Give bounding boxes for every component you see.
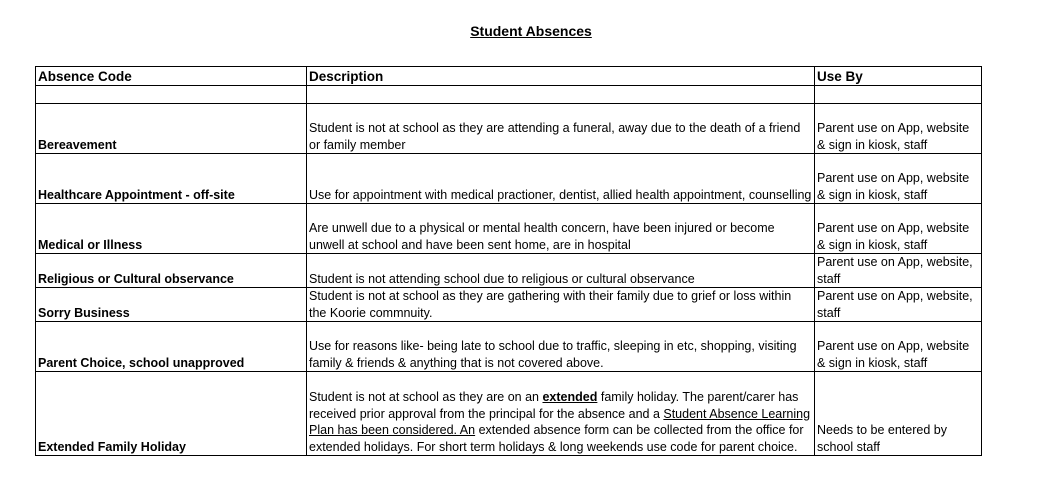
description-cell: Student is not attending school due to religious or cultural observance: [307, 254, 815, 288]
description-text: family holiday. The parent/carer has received prior approval from the principal for the absence and a: [309, 390, 799, 421]
absence-table: [35, 66, 982, 456]
absence-code-cell: Medical or Illness: [36, 204, 307, 254]
use-by-cell: Needs to be entered by school staff: [815, 372, 982, 456]
description-cell: Use for reasons like- being late to school due to traffic, sleeping in etc, shopping, visiting family & friends & anything that is not covered above.: [307, 322, 815, 372]
header-absence-code: Absence Code: [36, 67, 307, 86]
table-row: [36, 288, 982, 322]
table-row: [36, 204, 982, 254]
absence-code-cell: Bereavement: [36, 104, 307, 154]
learning-plan-underlined: Student Absence Learning Plan has been considered. An: [309, 406, 811, 438]
header-description: Description: [307, 67, 815, 86]
table-row: [36, 372, 982, 456]
description-cell: [307, 372, 815, 456]
use-by-cell: Parent use on App, website & sign in kiosk, staff: [815, 322, 982, 372]
absence-code-cell: Sorry Business: [36, 288, 307, 322]
absence-code-cell: Extended Family Holiday: [36, 372, 307, 456]
description-cell: Student is not at school as they are gathering with their family due to grief or loss within the Koorie commnuity.: [307, 288, 815, 322]
absence-code-cell: Religious or Cultural observance: [36, 254, 307, 288]
description-cell: Student is not at school as they are attending a funeral, away due to the death of a friend or family member: [307, 104, 815, 154]
table-row: [36, 104, 982, 154]
extended-emphasis: extended: [542, 390, 598, 405]
description-cell: Are unwell due to a physical or mental health concern, have been injured or become unwell at school and have been sent home, are in hospital: [307, 204, 815, 254]
blank-cell: [307, 86, 815, 104]
blank-row: [36, 86, 982, 104]
header-use-by: Use By: [815, 67, 982, 86]
absence-code-cell: Healthcare Appointment - off-site: [36, 154, 307, 204]
use-by-cell: Parent use on App, website & sign in kiosk, staff: [815, 204, 982, 254]
header-row: [36, 67, 982, 86]
blank-cell: [815, 86, 982, 104]
table-row: [36, 322, 982, 372]
use-by-cell: Parent use on App, website & sign in kiosk, staff: [815, 104, 982, 154]
table-row: [36, 154, 982, 204]
use-by-cell: Parent use on App, website, staff: [815, 288, 982, 322]
use-by-cell: Parent use on App, website, staff: [815, 254, 982, 288]
description-text: extended absence form can be collected from the office for extended holidays. For short term holidays & long weekends use code for parent choice.: [309, 423, 804, 454]
description-text: Student is not at school as they are on an: [309, 390, 543, 405]
table-row: [36, 254, 982, 288]
page-title: Student Absences: [470, 23, 592, 39]
absence-code-cell: Parent Choice, school unapproved: [36, 322, 307, 372]
use-by-cell: Parent use on App, website & sign in kiosk, staff: [815, 154, 982, 204]
description-cell: Use for appointment with medical practioner, dentist, allied health appointment, counselling: [307, 154, 815, 204]
blank-cell: [36, 86, 307, 104]
